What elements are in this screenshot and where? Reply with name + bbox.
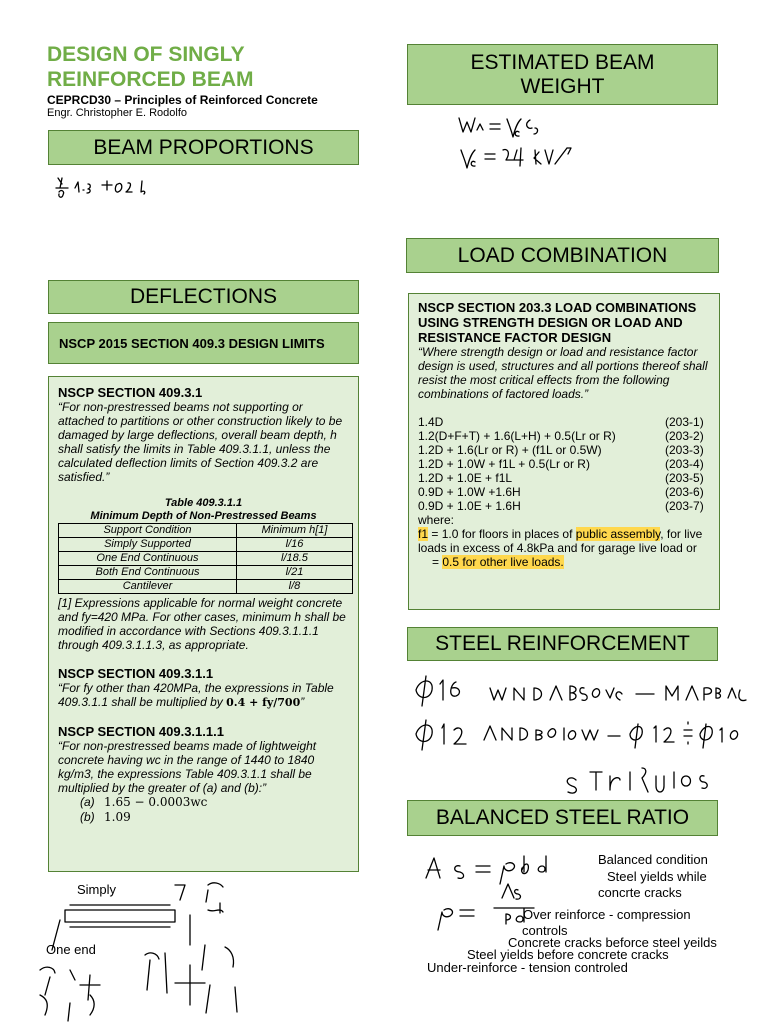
table-cell: l/8 bbox=[236, 580, 352, 594]
combo-code: (203-3) bbox=[665, 443, 704, 457]
deflection-limits-heading: NSCP 2015 SECTION 409.3 DESIGN LIMITS bbox=[59, 335, 325, 351]
table-footnote: [1] Expressions applicable for normal weight concrete and fy=420 MPa. For other cases, minimum h shall be modified in accordance with Sections 409.3.1.1.1 through 409.3.1.1.3, as appropriate. bbox=[58, 596, 346, 652]
heading-beam-proportions bbox=[48, 130, 359, 165]
note-steel-yields-while: Steel yields while bbox=[607, 869, 707, 884]
load-combination-heading: NSCP SECTION 203.3 LOAD COMBINATIONS USING STRENGTH DESIGN OR LOAD AND RESISTANCE FACTOR DESIGN bbox=[418, 300, 697, 345]
note-under-reinforce: Under-reinforce - tension controled bbox=[427, 960, 628, 975]
quote-close: ” bbox=[300, 695, 305, 709]
load-combination-quote: “Where strength design or load and resistance factor design is used, structures and all portions thereof shall resist the most critical effects from the following combinations of factored loads.” bbox=[418, 345, 708, 401]
table-row bbox=[59, 552, 353, 566]
combo-code: (203-5) bbox=[665, 471, 704, 485]
combo-expression: 1.2D + 1.0W + f1L + 0.5(Lr or R) bbox=[418, 457, 590, 471]
section-409-3-1-1-heading: NSCP SECTION 409.3.1.1 bbox=[58, 666, 214, 681]
note-concrete-before-steel: Concrete cracks beforce steel yeilds bbox=[508, 935, 717, 950]
heading-load-combination bbox=[406, 238, 719, 273]
combo-expression: 0.9D + 1.0W +1.6H bbox=[418, 485, 521, 499]
combo-row bbox=[418, 443, 710, 457]
combo-row bbox=[418, 471, 710, 485]
heading-balanced-steel-ratio bbox=[407, 800, 718, 836]
deflection-provisions-panel bbox=[48, 376, 359, 872]
f1-alt-definition bbox=[432, 555, 710, 569]
beam-support-sketches bbox=[30, 875, 260, 1024]
table-header-row bbox=[59, 524, 353, 538]
heading-label: LOAD COMBINATION bbox=[457, 243, 668, 267]
note-over-reinforce: Over reinforce - compression bbox=[523, 907, 691, 922]
combo-row bbox=[418, 415, 710, 429]
option-a bbox=[80, 795, 349, 810]
section-409-3-1-1-1-quote: “For non-prestressed beams made of lightweight concrete having wc in the range of 1440 to 1840 kg/m3, the expressions Table 409.3.1.1 shall be multiplied by the greater of (a) and (b):” bbox=[58, 739, 317, 795]
combo-expression: 1.2(D+F+T) + 1.6(L+H) + 0.5(Lr or R) bbox=[418, 429, 616, 443]
combo-row bbox=[418, 485, 710, 499]
option-value: 1.09 bbox=[104, 810, 131, 824]
combo-expression: 1.4D bbox=[418, 415, 444, 429]
combo-expression: 1.2D + 1.6(Lr or R) + (f1L or 0.5W) bbox=[418, 443, 602, 457]
combo-code: (203-2) bbox=[665, 429, 704, 443]
handwriting-beam-weight bbox=[455, 110, 595, 172]
section-409-3-1-quote: “For non-prestressed beams not supporting or attached to partitions or other construction likely to be damaged by large deflections, overall beam depth, h shall satisfy the limits in Table 409.3.1.1, unless the calculated deflection limits of Section 409.3.2 are satisfied.” bbox=[58, 400, 343, 484]
combo-row bbox=[418, 499, 710, 513]
section-409-3-1-heading: NSCP SECTION 409.3.1 bbox=[58, 385, 203, 400]
table-row bbox=[59, 580, 353, 594]
heading-label: ESTIMATED BEAM WEIGHT bbox=[470, 50, 655, 98]
option-value: 1.65 − 0.0003wc bbox=[104, 795, 208, 809]
note-balanced-condition: Balanced condition bbox=[598, 852, 708, 867]
section-409-3-1-1-1-heading: NSCP SECTION 409.3.1.1.1 bbox=[58, 724, 224, 739]
f1-symbol: f1 bbox=[418, 527, 429, 541]
fy-formula: 0.4 + fy/700 bbox=[226, 696, 301, 709]
page-title bbox=[47, 42, 367, 92]
note-controls: controls bbox=[522, 923, 568, 938]
title-line-1: DESIGN OF SINGLY bbox=[47, 43, 245, 66]
where-label: where: bbox=[418, 513, 455, 527]
combo-code: (203-6) bbox=[665, 485, 704, 499]
table-header: Minimum h[1] bbox=[236, 524, 352, 538]
option-label: (a) bbox=[80, 795, 95, 809]
combo-expression: 0.9D + 1.0E + 1.6H bbox=[418, 499, 521, 513]
heading-label: BALANCED STEEL RATIO bbox=[435, 806, 690, 829]
author: Engr. Christopher E. Rodolfo bbox=[47, 107, 188, 119]
table-cell: Simply Supported bbox=[59, 538, 237, 552]
table-cell: Cantilever bbox=[59, 580, 237, 594]
table-cell: Both End Continuous bbox=[59, 566, 237, 580]
table-row bbox=[59, 538, 353, 552]
handwriting-steel-reinforcement bbox=[410, 668, 750, 798]
combo-code: (203-1) bbox=[665, 415, 704, 429]
note-concrete-cracks: concrte cracks bbox=[598, 885, 682, 900]
combo-row bbox=[418, 429, 710, 443]
quote-text: “For fy other than 420MPa, the expressions in Table 409.3.1.1 shall be multiplied by bbox=[58, 681, 334, 709]
table-cell: One End Continuous bbox=[59, 552, 237, 566]
section-409-3-1-1-quote bbox=[58, 681, 349, 710]
f1-text: = 1.0 for floors in places of bbox=[428, 527, 576, 541]
combo-row bbox=[418, 457, 710, 471]
handwriting-beam-proportions bbox=[50, 170, 170, 205]
heading-label: DEFLECTIONS bbox=[129, 285, 278, 308]
heading-label: STEEL REINFORCEMENT bbox=[435, 632, 690, 655]
table-cell: l/16 bbox=[236, 538, 352, 552]
table-cell: l/18.5 bbox=[236, 552, 352, 566]
f1-text: , for live loads in excess of 4.8kPa and for garage live load or bbox=[418, 527, 703, 555]
heading-label: BEAM PROPORTIONS bbox=[93, 135, 314, 159]
f1-equals: = bbox=[432, 555, 443, 569]
table-title: Table 409.3.1.1 bbox=[164, 497, 243, 509]
combo-code: (203-7) bbox=[665, 499, 704, 513]
highlight-other-live-loads: 0.5 for other live loads. bbox=[442, 555, 564, 569]
course-subtitle: CEPRCD30 – Principles of Reinforced Concrete bbox=[47, 93, 318, 107]
table-subtitle: Minimum Depth of Non-Prestressed Beams bbox=[90, 510, 317, 522]
f1-definition bbox=[418, 527, 710, 555]
combo-code: (203-4) bbox=[665, 457, 704, 471]
option-b bbox=[80, 810, 349, 825]
option-label: (b) bbox=[80, 810, 95, 824]
load-combination-panel bbox=[408, 293, 720, 610]
highlight-public-assembly: public assembly bbox=[575, 527, 661, 541]
min-depth-table bbox=[58, 523, 353, 594]
heading-steel-reinforcement bbox=[407, 627, 718, 661]
heading-estimated-beam-weight bbox=[407, 44, 718, 105]
combo-expression: 1.2D + 1.0E + f1L bbox=[418, 471, 513, 485]
note-steel-before-concrete: Steel yields before concrete cracks bbox=[467, 947, 669, 962]
note-one-end: One end bbox=[46, 942, 96, 957]
note-simply: Simply bbox=[77, 882, 117, 897]
table-cell: l/21 bbox=[236, 566, 352, 580]
table-row bbox=[59, 566, 353, 580]
table-header: Support Condition bbox=[59, 524, 237, 538]
deflection-limits-box bbox=[48, 322, 359, 364]
heading-deflections bbox=[48, 280, 359, 314]
title-line-2: REINFORCED BEAM bbox=[47, 68, 254, 91]
